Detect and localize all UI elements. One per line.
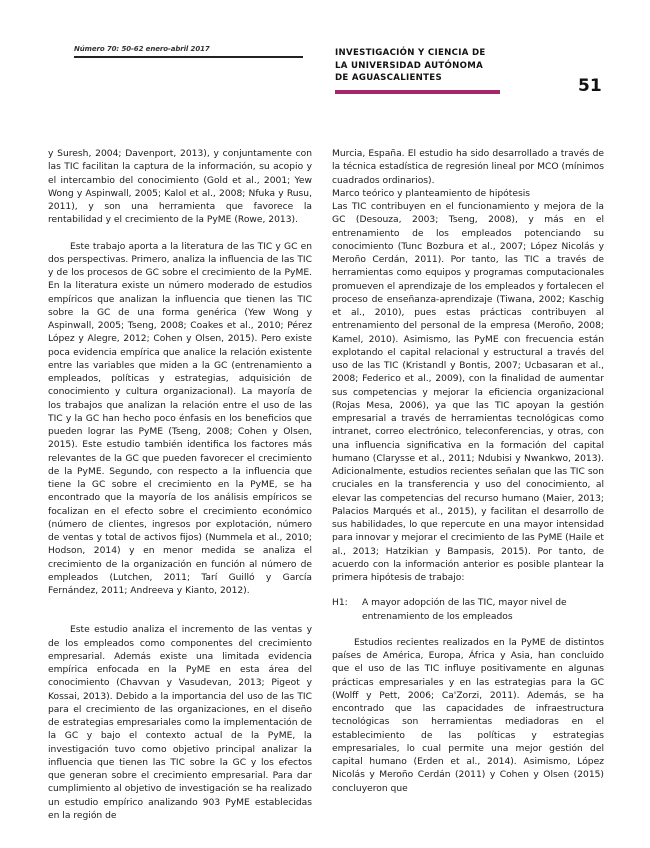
header-rule [74, 56, 303, 58]
paragraph: Las TIC contribuyen en el funcionamiento y mejora de la GC (Desouza, 2003; Tseng, 2008), y más en el entrenamiento de los empleados potenciando su conocimiento (Tunc Bozbura et al., 2007; López Nicolás y Meroño Cerdán, 2011). Por tanto, las TIC a través de herramientas como equipos y programas computacionales promueven el aprendizaje de los empleados y fortalecen el proceso de enseñanza-aprendizaje (Tiwana, 2002; Kaschig et al., 2010), pues estas prácticas contribuyen al entrenamiento del personal de la empresa (Meroño, 2008; Kamel, 2010). Asimismo, las PyME con frecuencia están explotando el capital relacional y estructural a través del uso de las TIC (Kristandl y Bontis, 2007; Ucbasaran et al., 2008; Federico et al., 2009), con la finalidad de aumentar sus competencias y mejorar la eficiencia organizacional (Rojas Mesa, 2006), ya que las TIC apoyan la gestión empresarial a través de herramientas tecnológicas como intranet, correo electrónico, teleconferencias, y otras, con una influencia significativa en la formación del capital humano (Clarysse et al., 2011; Ndubisi y Nwankwo, 2013). Adicionalmente, estudios recientes señalan que las TIC son cruciales en la transferencia y uso del conocimiento, al elevar las competencias del recurso humano (Maier, 2013; Palacios Marqués et al., 2015), y facilitan el desarrollo de sus habilidades, lo que repercute en una mayor intensidad para innovar y mejorar el crecimiento de las PyME (Haile et al., 2013; Hatzikian y Bampasis, 2015). Por tanto, de acuerdo con la información anterior es posible plantear la primera hipótesis de trabajo: [332, 202, 604, 583]
journal-title-line: INVESTIGACIÓN Y CIENCIA DE [335, 48, 486, 58]
accent-rule [335, 90, 500, 94]
paragraph: y Suresh, 2004; Davenport, 2013), y conjuntamente con las TIC facilitan la captura de la información, su acopio y el intercambio del conocimiento (Gold et al., 2001; Yew Wong y Aspinwall, 2005; Kalol et al., 2008; Nfuka y Rusu, 2011), y son una herramienta que favorece la rentabilidad y el crecimiento de la PyME (Rowe, 2013). [48, 149, 312, 226]
section-heading: Marco teórico y planteamiento de hipótesis [332, 188, 530, 199]
page-number: 51 [578, 76, 602, 96]
paragraph: Murcia, España. El estudio ha sido desarrollado a través de la técnica estadística de regresión lineal por MCO (mínimos cuadrados ordinarios). [332, 149, 604, 186]
paragraph: Este estudio analiza el incremento de las ventas y de los empleados como componentes del crecimiento empresarial. Además existe una limitada evidencia empírica enfocada en la PyME en esta área del conocimiento (Chavvan y Vasudevan, 2013; Pigeot y Kossai, 2013). Debido a la importancia del uso de las TIC para el crecimiento de las organizaciones, en el diseño de estrategias empresariales como la implementación de la GC y bajo el contexto actual de la PyME, la investigación tuvo como objetivo principal analizar la influencia que tienen las TIC sobre la GC y los efectos que generan sobre el crecimiento empresarial. Para dar cumplimiento al objetivo de investigación se ha realizado un estudio empírico analizando 903 PyME establecidas en la región de [48, 625, 312, 821]
right-column [332, 148, 604, 796]
hypothesis-label: H1: [332, 598, 348, 609]
hypothesis-text: A mayor adopción de las TIC, mayor nivel de entrenamiento de los empleados [362, 598, 567, 622]
journal-title [335, 47, 486, 85]
journal-title-line: LA UNIVERSIDAD AUTÓNOMA [335, 60, 484, 71]
left-column [48, 148, 312, 823]
paragraph: Estudios recientes realizados en la PyME de distintos países de América, Europa, África y Asia, han concluido que el uso de las TIC influye positivamente en algunas prácticas empresariales y en las estrategias para la GC (Wolff y Pett, 2006; Ca'Zorzi, 2011). Además, se ha encontrado que las capacidades de infraestructura tecnológicas son herramientas mediadoras en el establecimiento de las políticas y estrategias empresariales, lo cual permite una mejor gestión del capital humano (Erden et al., 2014). Asimismo, López Nicolás y Meroño Cerdán (2011) y Cohen y Olsen (2015) concluyeron que [332, 637, 604, 794]
issue-info: Número 70: 50-62 enero-abril 2017 [74, 45, 210, 53]
journal-title-line: DE AGUASCALIENTES [335, 73, 442, 83]
paragraph: Este trabajo aporta a la literatura de las TIC y GC en dos perspectivas. Primero, analiza la influencia de las TIC y de los procesos de GC sobre el crecimiento de la PyME. En la literatura existe un número moderado de estudios empíricos que analizan la influencia que tienen las TIC sobre la GC de una forma genérica (Yew Wong y Aspinwall, 2005; Tseng, 2008; Coakes et al., 2010; Pérez López y Alegre, 2012; Cohen y Olsen, 2015). Pero existe poca evidencia empírica que analice la relación existente entre las variables que miden a la GC (entrenamiento a empleados, políticas y estrategias, adquisición de conocimiento y cultura organizacional). La mayoría de los trabajos que analizan la relación entre el uso de las TIC y la GC han hecho poco énfasis en los beneficios que pueden lograr las PyME (Tseng, 2008; Cohen y Olsen, 2015). Este estudio también identifica los factores más relevantes de la GC que pueden favorecer el crecimiento de la PyME. Segundo, con respecto a la influencia que tiene la GC sobre el crecimiento en la PyME, se ha encontrado que la mayoría de los análisis empíricos se focalizan en el efecto sobre el crecimiento económico (número de clientes, ingresos por explotación, número de ventas y total de activos fijos) (Nummela et al., 2010; Hodson, 2014) y en menor medida se analiza el crecimiento de la organización en función al número de empleados (Lutchen, 2011; Tarí Guilló y García Fernández, 2011; Andreeva y Kianto, 2012). [48, 241, 312, 596]
hypothesis [332, 597, 604, 624]
